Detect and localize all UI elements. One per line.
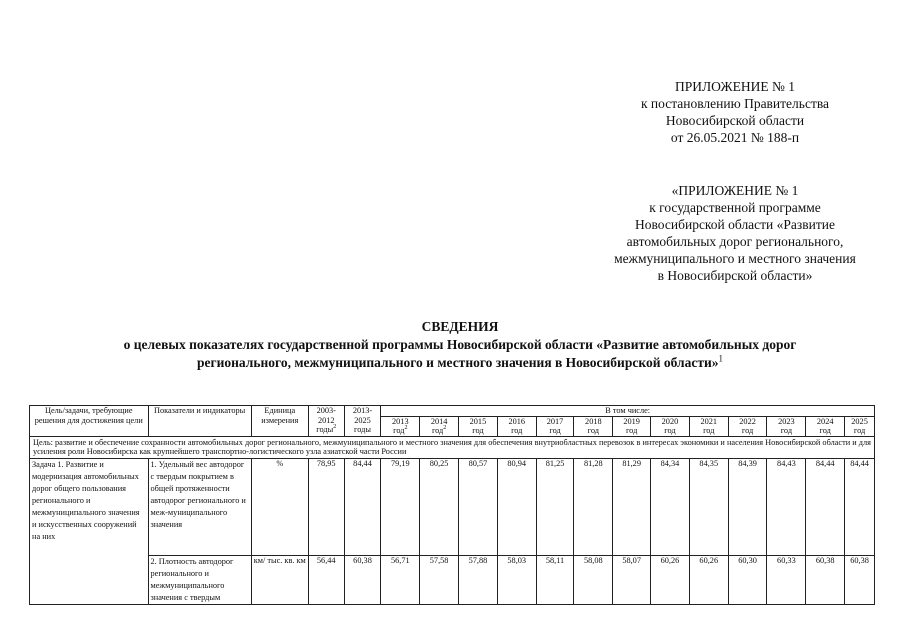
header-year-2019 bbox=[613, 416, 651, 436]
header-year-2022 bbox=[728, 416, 767, 436]
year-suffix: год bbox=[431, 426, 444, 435]
year-suffix: год bbox=[625, 426, 638, 435]
title-heading: СВЕДЕНИЯ bbox=[421, 319, 499, 334]
year-suffix: год bbox=[393, 426, 405, 435]
value-cell: 58,11 bbox=[536, 555, 574, 604]
value-cell: 60,26 bbox=[689, 555, 728, 604]
appendix-line: ПРИЛОЖЕНИЕ № 1 bbox=[674, 79, 796, 94]
appendix-line: Новосибирской области «Развитие bbox=[635, 217, 835, 232]
indicator-cell: 2. Плотность автодорог регионального и межмуниципального значения с твердым bbox=[148, 555, 251, 604]
value-cell: 80,57 bbox=[459, 458, 498, 555]
value-cell: 84,44 bbox=[845, 458, 875, 555]
year-number: 2024 bbox=[816, 416, 834, 426]
period-suffix: годы bbox=[316, 425, 334, 434]
value-cell: 60,38 bbox=[845, 555, 875, 604]
indicators-table bbox=[29, 405, 875, 605]
document-title bbox=[40, 318, 880, 372]
appendix-line: межмуниципального и местного значения bbox=[614, 251, 856, 266]
year-suffix: год bbox=[587, 426, 599, 435]
appendix-line: «ПРИЛОЖЕНИЕ № 1 bbox=[671, 183, 799, 198]
value-cell: 80,94 bbox=[497, 458, 536, 555]
year-number: 2018 bbox=[585, 416, 602, 426]
unit-cell: % bbox=[251, 458, 308, 555]
value-cell: 58,03 bbox=[497, 555, 536, 604]
appendix-line: автомобильных дорог регионального, bbox=[626, 234, 844, 249]
year-suffix: год bbox=[819, 426, 831, 435]
goal-text: Цель: развитие и обеспечение сохранности автомобильных дорог регионального, межмуниципального и местного значения для обеспечения внутриобластных перевозок в интересах экономики и населения Новосибирской области и для усиления роли Новосибирска как крупнейшего транспортно-логистического узла азиатской части России bbox=[30, 436, 875, 458]
title-line: регионального, межмуниципального и местного значения в Новосибирской области» bbox=[197, 355, 719, 370]
value-cell: 57,58 bbox=[420, 555, 459, 604]
header-year-2016 bbox=[497, 416, 536, 436]
value-cell: 60,33 bbox=[767, 555, 806, 604]
value-cell: 58,08 bbox=[574, 555, 613, 604]
year-suffix: год bbox=[780, 426, 793, 435]
value-cell: 84,34 bbox=[651, 458, 690, 555]
header-year-2021 bbox=[689, 416, 728, 436]
header-year-2015 bbox=[459, 416, 498, 436]
year-number: 2025 bbox=[851, 416, 868, 426]
year-suffix: год bbox=[853, 426, 866, 435]
year-number: 2017 bbox=[546, 416, 564, 426]
value-cell: 78,95 bbox=[308, 458, 344, 555]
header-unit: Единица измерения bbox=[251, 406, 308, 437]
year-number: 2022 bbox=[739, 416, 756, 426]
header-year-2024 bbox=[806, 416, 845, 436]
value-cell: 84,44 bbox=[344, 458, 381, 555]
year-suffix: год bbox=[511, 426, 523, 435]
value-cell: 84,39 bbox=[728, 458, 767, 555]
unit-cell: км/ тыс. кв. км bbox=[251, 555, 308, 604]
value-cell: 56,71 bbox=[381, 555, 420, 604]
value-cell: 79,19 bbox=[381, 458, 420, 555]
header-goal: Цель/задачи, требующие решения для достижения цели bbox=[30, 406, 149, 437]
footnote-marker: 2 bbox=[443, 425, 447, 432]
footnote-marker: 1 bbox=[718, 353, 723, 364]
appendix-line: Новосибирской области bbox=[665, 113, 805, 128]
year-number: 2016 bbox=[508, 416, 526, 426]
task-cell: Задача 1. Развитие и модернизация автомобильных дорог общего пользования регионального и межмуниципального значения и искусственных сооружений на них bbox=[30, 458, 149, 604]
value-cell: 60,26 bbox=[651, 555, 690, 604]
year-suffix: год bbox=[549, 426, 561, 435]
table-row bbox=[30, 555, 875, 604]
value-cell: 80,25 bbox=[420, 458, 459, 555]
value-cell: 60,38 bbox=[806, 555, 845, 604]
value-cell: 58,07 bbox=[613, 555, 651, 604]
header-year-2014 bbox=[420, 416, 459, 436]
period-range: 2013-2025 bbox=[352, 406, 373, 425]
year-number: 2020 bbox=[661, 416, 679, 426]
year-number: 2019 bbox=[623, 416, 640, 426]
header-period-2013-2025 bbox=[344, 406, 381, 437]
title-line-with-footnote bbox=[40, 354, 880, 372]
year-suffix: год bbox=[664, 426, 676, 435]
value-cell: 81,29 bbox=[613, 458, 651, 555]
year-number: 2014 bbox=[430, 416, 448, 426]
value-cell: 84,44 bbox=[806, 458, 845, 555]
table-goal-row bbox=[30, 436, 875, 458]
year-number: 2021 bbox=[700, 416, 718, 426]
value-cell: 57,88 bbox=[459, 555, 498, 604]
header-year-2025 bbox=[845, 416, 875, 436]
year-number: 2013 bbox=[392, 416, 409, 426]
table-header-row bbox=[30, 406, 875, 417]
header-year-2020 bbox=[651, 416, 690, 436]
year-number: 2023 bbox=[778, 416, 795, 426]
footnote-marker: 2 bbox=[333, 424, 337, 431]
value-cell: 56,44 bbox=[308, 555, 344, 604]
year-suffix: год bbox=[703, 426, 715, 435]
period-suffix: годы bbox=[354, 425, 371, 434]
footnote-marker: 2 bbox=[404, 425, 408, 432]
value-cell: 60,38 bbox=[344, 555, 381, 604]
year-number: 2015 bbox=[469, 416, 487, 426]
header-year-2013 bbox=[381, 416, 420, 436]
header-period-2003-2012 bbox=[308, 406, 344, 437]
appendix-line: к государственной программе bbox=[649, 200, 821, 215]
program-appendix-block bbox=[570, 182, 900, 284]
title-line: о целевых показателях государственной программы Новосибирской области «Развитие автомобильных дорог bbox=[123, 337, 797, 352]
value-cell: 60,30 bbox=[728, 555, 767, 604]
year-suffix: год bbox=[472, 426, 484, 435]
header-year-2023 bbox=[767, 416, 806, 436]
value-cell: 84,43 bbox=[767, 458, 806, 555]
table-row bbox=[30, 458, 875, 555]
value-cell: 84,35 bbox=[689, 458, 728, 555]
header-indicators: Показатели и индикаторы bbox=[148, 406, 251, 437]
appendix-line: от 26.05.2021 № 188-п bbox=[670, 130, 800, 145]
appendix-line: к постановлению Правительства bbox=[640, 96, 830, 111]
appendix-line: в Новосибирской области» bbox=[657, 268, 813, 283]
period-range: 2003-2012 bbox=[316, 406, 336, 425]
value-cell: 81,25 bbox=[536, 458, 574, 555]
header-year-2017 bbox=[536, 416, 574, 436]
value-cell: 81,28 bbox=[574, 458, 613, 555]
resolution-appendix-block bbox=[600, 78, 870, 146]
year-suffix: год bbox=[741, 426, 754, 435]
header-including: В том числе: bbox=[381, 406, 875, 417]
header-year-2018 bbox=[574, 416, 613, 436]
indicator-cell: 1. Удельный вес автодорог с твердым покрытием в общей протяженности автодорог регионального и меж-муниципального значения bbox=[148, 458, 251, 555]
